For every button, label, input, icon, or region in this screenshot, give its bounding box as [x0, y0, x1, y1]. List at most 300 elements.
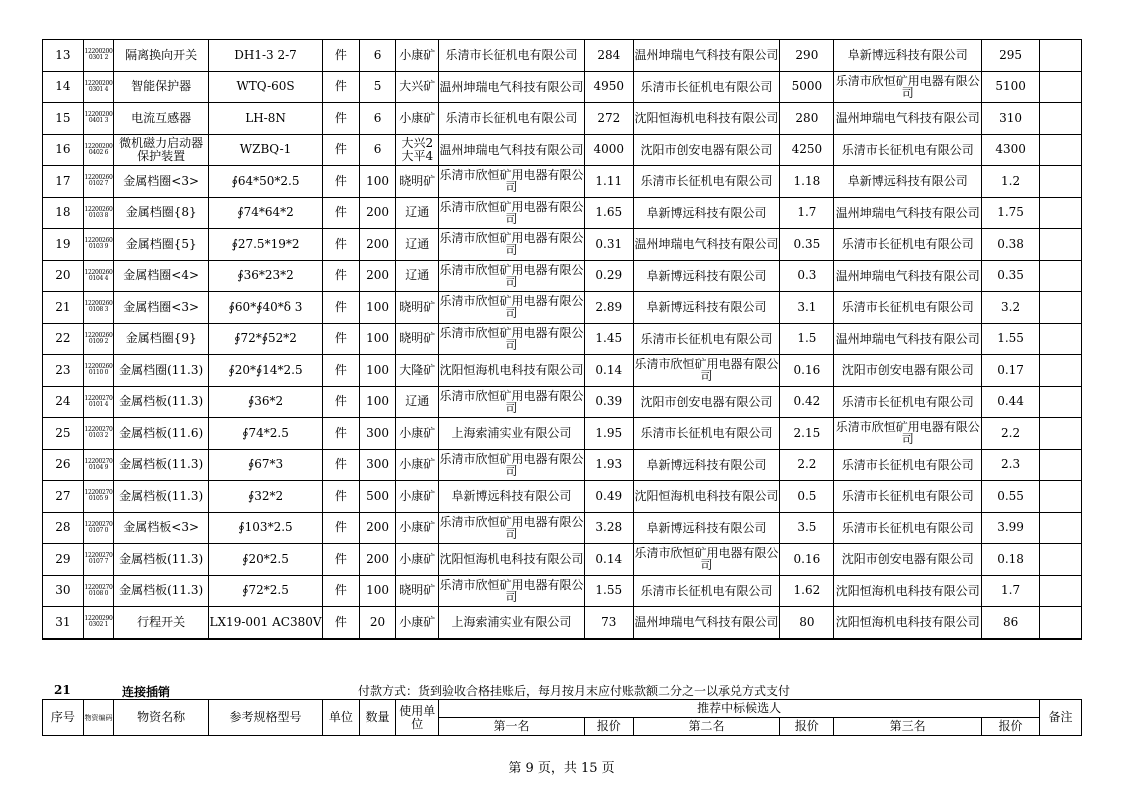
- quantity: 20: [359, 607, 396, 639]
- material-code: 122002700108 0: [83, 575, 114, 607]
- material-code: 122002700103 2: [83, 418, 114, 450]
- first-price: 1.11: [584, 166, 633, 198]
- table-row: [43, 71, 1082, 103]
- second-price: 0.16: [780, 355, 834, 387]
- material-name: 金属档板(11.3): [114, 575, 209, 607]
- remark: [1040, 197, 1082, 229]
- spec-model: LH-8N: [209, 103, 323, 135]
- user-unit: 辽通: [396, 260, 439, 292]
- first-price: 2.89: [584, 292, 633, 324]
- quantity: 6: [359, 103, 396, 135]
- first-price: 4950: [584, 71, 633, 103]
- second-company: 乐清市长征机电有限公司: [633, 71, 780, 103]
- remark: [1040, 166, 1082, 198]
- third-company: 温州坤瑞电气科技有限公司: [834, 197, 982, 229]
- row-number: 17: [43, 166, 84, 198]
- remark: [1040, 134, 1082, 166]
- third-company: 乐清市长征机电有限公司: [834, 449, 982, 481]
- unit: 件: [323, 544, 360, 576]
- first-company: 乐清市长征机电有限公司: [439, 103, 585, 135]
- first-company: 乐清市欣恒矿用电器有限公司: [439, 575, 585, 607]
- spec-model: ∮72*2.5: [209, 575, 323, 607]
- second-price: 0.35: [780, 229, 834, 261]
- unit: 件: [323, 103, 360, 135]
- remark: [1040, 481, 1082, 513]
- row-number: 15: [43, 103, 84, 135]
- second-price: 290: [780, 40, 834, 72]
- material-code: 122002000401 3: [83, 103, 114, 135]
- table-row: [43, 386, 1082, 418]
- third-price: 1.2: [982, 166, 1040, 198]
- spec-model: WZBQ-1: [209, 134, 323, 166]
- third-price: 2.3: [982, 449, 1040, 481]
- remark: [1040, 260, 1082, 292]
- unit: 件: [323, 386, 360, 418]
- row-number: 21: [43, 292, 84, 324]
- third-company: 乐清市欣恒矿用电器有限公司: [834, 418, 982, 450]
- spec-model: ∮103*2.5: [209, 512, 323, 544]
- material-name: 金属档圈<3>: [114, 292, 209, 324]
- material-name: 金属档圈<4>: [114, 260, 209, 292]
- table-row: [43, 166, 1082, 198]
- material-name: 金属档板(11.3): [114, 481, 209, 513]
- third-company: 沈阳恒海机电科技有限公司: [834, 607, 982, 639]
- material-code: 122002700107 0: [83, 512, 114, 544]
- third-price: 0.35: [982, 260, 1040, 292]
- spec-model: ∮20*∮14*2.5: [209, 355, 323, 387]
- spec-model: ∮74*64*2: [209, 197, 323, 229]
- first-company: 上海索浦实业有限公司: [439, 418, 585, 450]
- first-price: 272: [584, 103, 633, 135]
- quantity: 200: [359, 260, 396, 292]
- user-unit: 晓明矿: [396, 166, 439, 198]
- third-company: 乐清市长征机电有限公司: [834, 134, 982, 166]
- third-price: 1.55: [982, 323, 1040, 355]
- spec-model: ∮64*50*2.5: [209, 166, 323, 198]
- unit: 件: [323, 166, 360, 198]
- second-company: 温州坤瑞电气科技有限公司: [633, 229, 780, 261]
- third-company: 温州坤瑞电气科技有限公司: [834, 260, 982, 292]
- quantity: 100: [359, 166, 396, 198]
- second-company: 乐清市长征机电有限公司: [633, 166, 780, 198]
- payment-terms: 付款方式：货到验收合格挂账后，每月按月末应付账款额二分之一以承兑方式支付: [358, 684, 791, 698]
- user-unit: 小康矿: [396, 103, 439, 135]
- first-price: 284: [584, 40, 633, 72]
- first-company: 乐清市欣恒矿用电器有限公司: [439, 449, 585, 481]
- row-number: 27: [43, 481, 84, 513]
- unit: 件: [323, 40, 360, 72]
- spec-model: ∮60*∮40*δ 3: [209, 292, 323, 324]
- first-company: 沈阳恒海机电科技有限公司: [439, 544, 585, 576]
- row-number: 26: [43, 449, 84, 481]
- quantity: 6: [359, 134, 396, 166]
- material-name: 金属档板(11.3): [114, 449, 209, 481]
- header-price-2: 报价: [780, 718, 834, 736]
- spec-model: LX19-001 AC380V: [209, 607, 323, 639]
- section-header-table: [42, 699, 1082, 736]
- header-code: 物资编码: [83, 700, 114, 736]
- first-company: 乐清市欣恒矿用电器有限公司: [439, 323, 585, 355]
- quantity: 100: [359, 292, 396, 324]
- third-company: 沈阳市创安电器有限公司: [834, 355, 982, 387]
- spec-model: ∮67*3: [209, 449, 323, 481]
- user-unit: 大隆矿: [396, 355, 439, 387]
- row-number: 23: [43, 355, 84, 387]
- user-unit: 晓明矿: [396, 292, 439, 324]
- table-row: [43, 134, 1082, 166]
- remark: [1040, 418, 1082, 450]
- unit: 件: [323, 323, 360, 355]
- first-price: 73: [584, 607, 633, 639]
- spec-model: ∮20*2.5: [209, 544, 323, 576]
- material-name: 金属档板<3>: [114, 512, 209, 544]
- second-price: 2.15: [780, 418, 834, 450]
- third-price: 310: [982, 103, 1040, 135]
- table-row: [43, 355, 1082, 387]
- third-price: 1.7: [982, 575, 1040, 607]
- material-name: 金属档板(11.3): [114, 386, 209, 418]
- material-code: 122002700105 9: [83, 481, 114, 513]
- row-number: 22: [43, 323, 84, 355]
- header-spec: 参考规格型号: [209, 700, 323, 736]
- first-price: 0.49: [584, 481, 633, 513]
- third-price: 3.99: [982, 512, 1040, 544]
- material-name: 金属档板(11.3): [114, 544, 209, 576]
- remark: [1040, 355, 1082, 387]
- spec-model: ∮27.5*19*2: [209, 229, 323, 261]
- third-company: 温州坤瑞电气科技有限公司: [834, 323, 982, 355]
- remark: [1040, 71, 1082, 103]
- second-company: 沈阳恒海机电科技有限公司: [633, 103, 780, 135]
- section-heading: [42, 682, 1082, 698]
- second-price: 0.5: [780, 481, 834, 513]
- first-company: 乐清市欣恒矿用电器有限公司: [439, 166, 585, 198]
- remark: [1040, 386, 1082, 418]
- material-code: 122002600108 3: [83, 292, 114, 324]
- second-company: 乐清市长征机电有限公司: [633, 323, 780, 355]
- row-number: 31: [43, 607, 84, 639]
- unit: 件: [323, 418, 360, 450]
- user-unit: 大兴2 大平4: [396, 134, 439, 166]
- user-unit: 小康矿: [396, 40, 439, 72]
- remark: [1040, 544, 1082, 576]
- second-company: 沈阳恒海机电科技有限公司: [633, 481, 780, 513]
- unit: 件: [323, 575, 360, 607]
- third-company: 乐清市长征机电有限公司: [834, 386, 982, 418]
- first-company: 温州坤瑞电气科技有限公司: [439, 71, 585, 103]
- table-row: [43, 607, 1082, 639]
- third-company: 乐清市长征机电有限公司: [834, 229, 982, 261]
- third-price: 295: [982, 40, 1040, 72]
- material-name: 金属档圈{5}: [114, 229, 209, 261]
- second-price: 2.2: [780, 449, 834, 481]
- unit: 件: [323, 229, 360, 261]
- user-unit: 大兴矿: [396, 71, 439, 103]
- header-first: 第一名: [439, 718, 585, 736]
- material-name: 金属档圈<3>: [114, 166, 209, 198]
- first-company: 乐清市长征机电有限公司: [439, 40, 585, 72]
- section-title: 连接插销: [122, 685, 171, 699]
- second-price: 80: [780, 607, 834, 639]
- third-company: 阜新博远科技有限公司: [834, 40, 982, 72]
- third-price: 5100: [982, 71, 1040, 103]
- row-number: 28: [43, 512, 84, 544]
- row-number: 19: [43, 229, 84, 261]
- material-code: 122002600103 9: [83, 229, 114, 261]
- quantity: 200: [359, 544, 396, 576]
- second-company: 阜新博远科技有限公司: [633, 512, 780, 544]
- third-price: 1.75: [982, 197, 1040, 229]
- table-row: [43, 197, 1082, 229]
- material-name: 金属档圈{8}: [114, 197, 209, 229]
- table-row: [43, 481, 1082, 513]
- material-name: 行程开关: [114, 607, 209, 639]
- user-unit: 小康矿: [396, 449, 439, 481]
- third-price: 0.38: [982, 229, 1040, 261]
- quantity: 5: [359, 71, 396, 103]
- user-unit: 晓明矿: [396, 323, 439, 355]
- second-company: 温州坤瑞电气科技有限公司: [633, 607, 780, 639]
- second-company: 沈阳市创安电器有限公司: [633, 386, 780, 418]
- spec-model: ∮36*2: [209, 386, 323, 418]
- third-company: 阜新博远科技有限公司: [834, 166, 982, 198]
- first-price: 0.14: [584, 355, 633, 387]
- remark: [1040, 40, 1082, 72]
- material-code: 122002000301 2: [83, 40, 114, 72]
- spec-model: ∮36*23*2: [209, 260, 323, 292]
- first-price: 1.65: [584, 197, 633, 229]
- unit: 件: [323, 197, 360, 229]
- user-unit: 辽通: [396, 197, 439, 229]
- third-company: 温州坤瑞电气科技有限公司: [834, 103, 982, 135]
- quantity: 200: [359, 229, 396, 261]
- second-company: 阜新博远科技有限公司: [633, 449, 780, 481]
- material-name: 微机磁力启动器保护装置: [114, 134, 209, 166]
- second-price: 0.42: [780, 386, 834, 418]
- material-code: 122002900302 1: [83, 607, 114, 639]
- second-price: 1.5: [780, 323, 834, 355]
- material-name: 电流互感器: [114, 103, 209, 135]
- third-price: 0.18: [982, 544, 1040, 576]
- table-row: [43, 292, 1082, 324]
- unit: 件: [323, 355, 360, 387]
- first-price: 4000: [584, 134, 633, 166]
- row-number: 16: [43, 134, 84, 166]
- second-price: 3.5: [780, 512, 834, 544]
- third-company: 乐清市长征机电有限公司: [834, 512, 982, 544]
- third-company: 乐清市长征机电有限公司: [834, 481, 982, 513]
- table-row: [43, 229, 1082, 261]
- first-company: 乐清市欣恒矿用电器有限公司: [439, 260, 585, 292]
- unit: 件: [323, 134, 360, 166]
- second-company: 乐清市长征机电有限公司: [633, 575, 780, 607]
- third-company: 沈阳恒海机电科技有限公司: [834, 575, 982, 607]
- unit: 件: [323, 481, 360, 513]
- header-user: 使用单位: [396, 700, 439, 736]
- quantity: 200: [359, 197, 396, 229]
- remark: [1040, 292, 1082, 324]
- material-name: 智能保护器: [114, 71, 209, 103]
- user-unit: 晓明矿: [396, 575, 439, 607]
- third-price: 0.55: [982, 481, 1040, 513]
- table-row: [43, 512, 1082, 544]
- second-company: 沈阳市创安电器有限公司: [633, 134, 780, 166]
- third-price: 86: [982, 607, 1040, 639]
- quantity: 500: [359, 481, 396, 513]
- third-price: 4300: [982, 134, 1040, 166]
- unit: 件: [323, 607, 360, 639]
- second-price: 0.3: [780, 260, 834, 292]
- remark: [1040, 323, 1082, 355]
- material-code: 122002000402 6: [83, 134, 114, 166]
- spec-model: ∮72*∮52*2: [209, 323, 323, 355]
- first-company: 乐清市欣恒矿用电器有限公司: [439, 386, 585, 418]
- first-price: 0.14: [584, 544, 633, 576]
- first-company: 沈阳恒海机电科技有限公司: [439, 355, 585, 387]
- second-company: 乐清市欣恒矿用电器有限公司: [633, 544, 780, 576]
- user-unit: 辽通: [396, 229, 439, 261]
- spec-model: ∮74*2.5: [209, 418, 323, 450]
- header-unit: 单位: [323, 700, 360, 736]
- first-company: 乐清市欣恒矿用电器有限公司: [439, 197, 585, 229]
- second-price: 4250: [780, 134, 834, 166]
- header-recommend: 推荐中标候选人: [439, 700, 1040, 718]
- unit: 件: [323, 260, 360, 292]
- row-number: 18: [43, 197, 84, 229]
- second-price: 5000: [780, 71, 834, 103]
- first-price: 3.28: [584, 512, 633, 544]
- second-price: 1.7: [780, 197, 834, 229]
- remark: [1040, 575, 1082, 607]
- row-number: 20: [43, 260, 84, 292]
- second-company: 乐清市欣恒矿用电器有限公司: [633, 355, 780, 387]
- first-company: 上海索浦实业有限公司: [439, 607, 585, 639]
- second-company: 阜新博远科技有限公司: [633, 260, 780, 292]
- third-price: 3.2: [982, 292, 1040, 324]
- first-company: 乐清市欣恒矿用电器有限公司: [439, 292, 585, 324]
- second-company: 温州坤瑞电气科技有限公司: [633, 40, 780, 72]
- row-number: 14: [43, 71, 84, 103]
- table-row: [43, 260, 1082, 292]
- table-row: [43, 544, 1082, 576]
- second-company: 阜新博远科技有限公司: [633, 292, 780, 324]
- user-unit: 小康矿: [396, 544, 439, 576]
- first-company: 乐清市欣恒矿用电器有限公司: [439, 512, 585, 544]
- user-unit: 小康矿: [396, 418, 439, 450]
- material-code: 122002700107 7: [83, 544, 114, 576]
- material-name: 金属档圈(11.3): [114, 355, 209, 387]
- material-name: 隔离换向开关: [114, 40, 209, 72]
- row-number: 29: [43, 544, 84, 576]
- unit: 件: [323, 71, 360, 103]
- header-remark: 备注: [1040, 700, 1082, 736]
- first-price: 0.29: [584, 260, 633, 292]
- header-qty: 数量: [359, 700, 396, 736]
- header-name: 物资名称: [114, 700, 209, 736]
- remark: [1040, 229, 1082, 261]
- header-price-3: 报价: [981, 718, 1039, 736]
- spec-model: DH1-3 2-7: [209, 40, 323, 72]
- row-number: 25: [43, 418, 84, 450]
- material-code: 122002700101 4: [83, 386, 114, 418]
- third-price: 2.2: [982, 418, 1040, 450]
- remark: [1040, 512, 1082, 544]
- unit: 件: [323, 292, 360, 324]
- first-price: 1.45: [584, 323, 633, 355]
- spec-model: WTQ-60S: [209, 71, 323, 103]
- quantity: 300: [359, 418, 396, 450]
- first-price: 1.95: [584, 418, 633, 450]
- bid-table: [42, 39, 1082, 640]
- material-code: 122002600104 4: [83, 260, 114, 292]
- material-code: 122002600109 2: [83, 323, 114, 355]
- third-company: 乐清市欣恒矿用电器有限公司: [834, 71, 982, 103]
- first-price: 0.39: [584, 386, 633, 418]
- first-price: 0.31: [584, 229, 633, 261]
- first-price: 1.55: [584, 575, 633, 607]
- second-price: 0.16: [780, 544, 834, 576]
- user-unit: 辽通: [396, 386, 439, 418]
- user-unit: 小康矿: [396, 512, 439, 544]
- quantity: 100: [359, 575, 396, 607]
- remark: [1040, 449, 1082, 481]
- quantity: 6: [359, 40, 396, 72]
- material-code: 122002000301 4: [83, 71, 114, 103]
- third-price: 0.44: [982, 386, 1040, 418]
- second-company: 阜新博远科技有限公司: [633, 197, 780, 229]
- table-row: [43, 323, 1082, 355]
- section-number: 21: [54, 683, 71, 697]
- material-code: 122002600110 0: [83, 355, 114, 387]
- unit: 件: [323, 512, 360, 544]
- quantity: 100: [359, 386, 396, 418]
- header-no: 序号: [43, 700, 84, 736]
- first-company: 温州坤瑞电气科技有限公司: [439, 134, 585, 166]
- second-price: 1.62: [780, 575, 834, 607]
- row-number: 24: [43, 386, 84, 418]
- header-price-1: 报价: [584, 718, 633, 736]
- table-row: [43, 449, 1082, 481]
- second-price: 280: [780, 103, 834, 135]
- header-third: 第三名: [834, 718, 982, 736]
- quantity: 300: [359, 449, 396, 481]
- table-row: [43, 418, 1082, 450]
- material-code: 122002600103 8: [83, 197, 114, 229]
- third-company: 乐清市长征机电有限公司: [834, 292, 982, 324]
- material-name: 金属档圈{9}: [114, 323, 209, 355]
- row-number: 13: [43, 40, 84, 72]
- user-unit: 小康矿: [396, 481, 439, 513]
- table-row: [43, 40, 1082, 72]
- header-second: 第二名: [633, 718, 780, 736]
- first-company: 阜新博远科技有限公司: [439, 481, 585, 513]
- page-footer: 第 9 页，共 15 页: [508, 761, 615, 776]
- remark: [1040, 103, 1082, 135]
- first-price: 1.93: [584, 449, 633, 481]
- row-number: 30: [43, 575, 84, 607]
- table-row: [43, 575, 1082, 607]
- second-price: 1.18: [780, 166, 834, 198]
- unit: 件: [323, 449, 360, 481]
- quantity: 100: [359, 323, 396, 355]
- third-company: 沈阳市创安电器有限公司: [834, 544, 982, 576]
- material-code: 122002700104 9: [83, 449, 114, 481]
- quantity: 100: [359, 355, 396, 387]
- first-company: 乐清市欣恒矿用电器有限公司: [439, 229, 585, 261]
- material-name: 金属档板(11.6): [114, 418, 209, 450]
- table-row: [43, 103, 1082, 135]
- user-unit: 小康矿: [396, 607, 439, 639]
